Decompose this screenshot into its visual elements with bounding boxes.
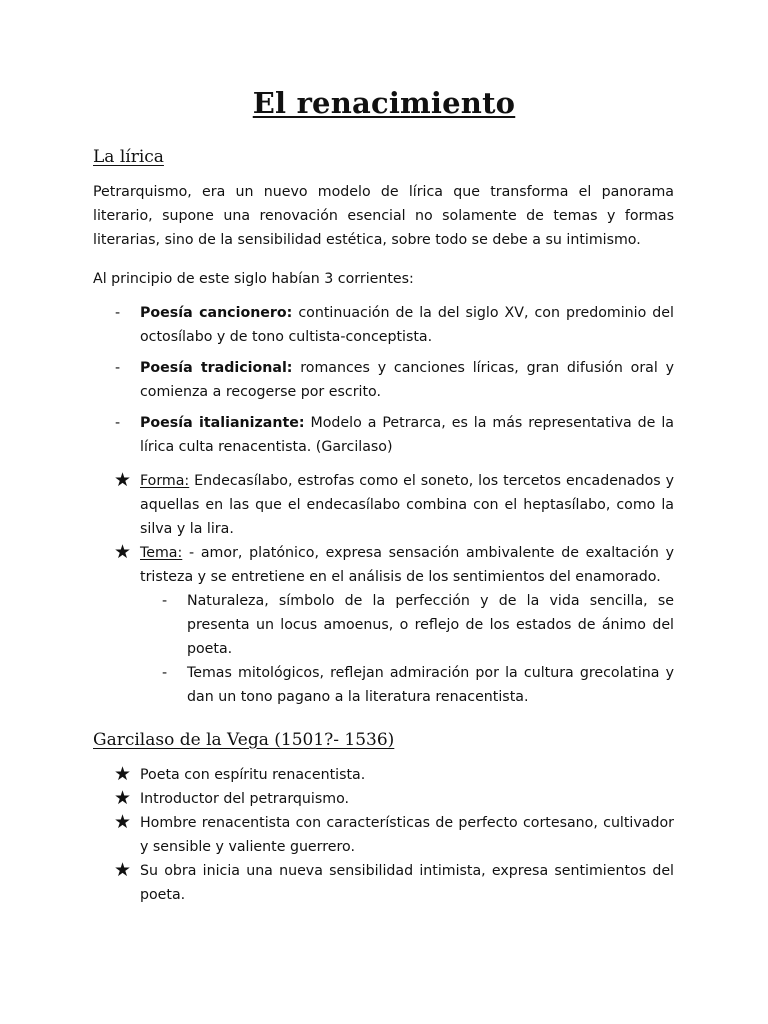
star-bullet-icon: ★ <box>114 541 132 563</box>
garcilaso-item: Introductor del petrarquismo. <box>140 791 350 807</box>
corriente-text: Modelo a Petrarca, es la más representativa de la lírica culta renacentista. (Garcilaso) <box>140 415 674 456</box>
star-bullet-icon: ★ <box>114 811 132 833</box>
tema-item <box>140 541 674 589</box>
star-bullet-icon: ★ <box>114 469 132 491</box>
tema-sub-item-naturaleza: Naturaleza, símbolo de la perfección y de la vida sencilla, se presenta un locus amoenus, o reflejo de los estados de ánimo del poeta. <box>187 593 674 658</box>
corriente-item-cancionero <box>140 301 674 349</box>
section-heading-garcilaso: Garcilaso de la Vega (1501?- 1536) <box>93 730 395 750</box>
corriente-text: continuación de la del siglo XV, con predominio del octosílabo y de tono cultista-conceptista. <box>140 305 674 346</box>
star-bullet-icon: ★ <box>114 859 132 881</box>
page-title: El renacimiento <box>252 86 516 120</box>
dash-bullet: - <box>115 360 121 376</box>
garcilaso-item: Poeta con espíritu renacentista. <box>140 767 366 783</box>
garcilaso-item: Su obra inicia una nueva sensibilidad intimista, expresa sentimientos del poeta. <box>140 863 674 904</box>
dash-bullet: - <box>115 305 121 321</box>
garcilaso-item: Hombre renacentista con características de perfecto cortesano, cultivador y sensible y valiente guerrero. <box>140 815 674 856</box>
corriente-item-italianizante <box>140 411 674 459</box>
corriente-item-tradicional <box>140 356 674 404</box>
dash-bullet: - <box>162 665 168 681</box>
intro-paragraph: Petrarquismo, era un nuevo modelo de lírica que transforma el panorama literario, supone una renovación esencial no solamente de temas y formas literarias, sino de la sensibilidad estética, sobre todo se debe a su intimismo. <box>93 184 674 249</box>
corriente-term: Poesía cancionero: <box>140 305 293 321</box>
tema-label: Tema: <box>140 545 183 561</box>
corriente-text: romances y canciones líricas, gran difusión oral y comienza a recogerse por escrito. <box>140 360 674 401</box>
tema-sub-item-mitologicos: Temas mitológicos, reflejan admiración por la cultura grecolatina y dan un tono pagano a la literatura renacentista. <box>187 665 674 706</box>
corriente-term: Poesía tradicional: <box>140 360 293 376</box>
dash-bullet: - <box>162 593 168 609</box>
tema-text: - amor, platónico, expresa sensación ambivalente de exaltación y tristeza y se entretiene en el análisis de los sentimientos del enamorado. <box>140 545 674 586</box>
corriente-term: Poesía italianizante: <box>140 415 305 431</box>
forma-text: Endecasílabo, estrofas como el soneto, los tercetos encadenados y aquellas en las que el endecasílabo combina con el heptasílabo, como la silva y la lira. <box>140 473 674 538</box>
star-bullet-icon: ★ <box>114 763 132 785</box>
forma-label: Forma: <box>140 473 190 489</box>
star-bullet-icon: ★ <box>114 787 132 809</box>
section-heading-lirica: La lírica <box>93 147 164 167</box>
corrientes-intro: Al principio de este siglo habían 3 corrientes: <box>93 271 414 287</box>
dash-bullet: - <box>115 415 121 431</box>
forma-item <box>140 469 674 542</box>
